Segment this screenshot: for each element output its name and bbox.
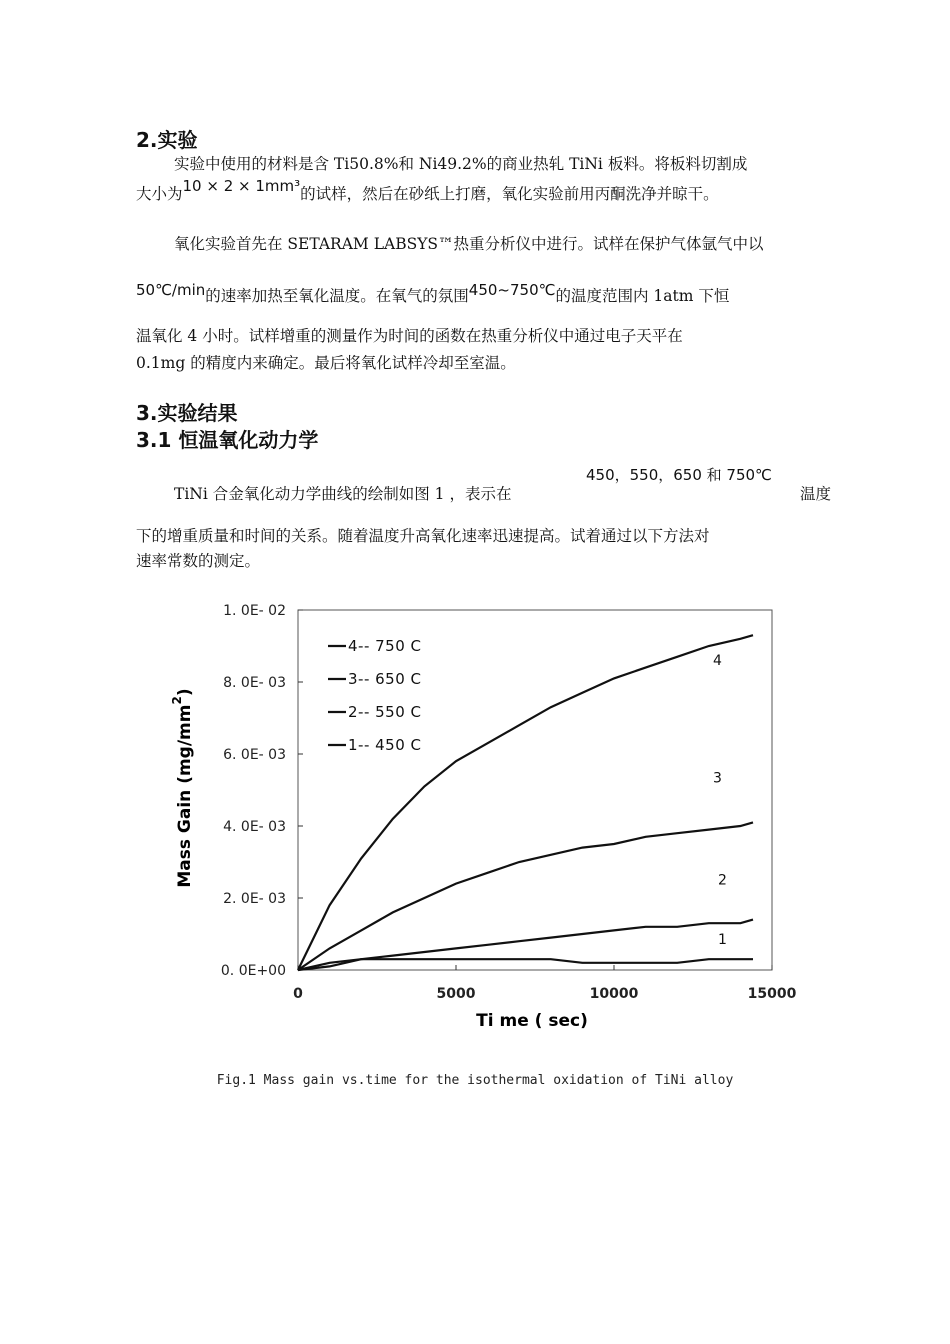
s2-para2-line2-a: 的速率加热至氧化温度。在氧气的氛围 xyxy=(205,287,469,305)
y-axis-title: Mass Gain (mg/mm xyxy=(175,704,195,888)
plot-frame xyxy=(298,610,772,970)
s2-para1-line2-b: 的试样，然后在砂纸上打磨，氧化实验前用丙酮洗净并晾干。 xyxy=(300,185,719,203)
temperature-range-formula: 450~750℃ xyxy=(468,281,556,299)
x-tick-label: 0 xyxy=(293,986,303,1002)
s2-para2-line3: 温氧化 4 小时。试样增重的测量作为时间的函数在热重分析仪中通过电子天平在 xyxy=(136,327,683,345)
x-axis-ticks xyxy=(293,965,796,1002)
curve-label: 1 xyxy=(718,932,727,949)
svg-text:Mass Gain (mg/mm2) xyxy=(170,688,195,887)
specimen-size-formula: 10 × 2 × 1mm³ xyxy=(182,177,301,195)
x-tick-label: 15000 xyxy=(747,986,797,1002)
legend-label: 3-- 650 C xyxy=(348,670,422,688)
mass-gain-chart xyxy=(160,598,810,1038)
curve-label: 2 xyxy=(718,872,727,889)
s2-para2-line1: 氧化实验首先在 SETARAM LABSYS™热重分析仪中进行。试样在保护气体氩气中以 xyxy=(174,235,764,253)
y-tick-label: 0. 0E+00 xyxy=(220,963,286,979)
s2-para1-line1: 实验中使用的材料是含 Ti50.8%和 Ni49.2%的商业热轧 TiNi 板料。将板料切割成 xyxy=(174,155,748,173)
x-tick-label: 5000 xyxy=(436,986,476,1002)
s31-para-line2: 下的增重质量和时间的关系。随着温度升高氧化速率迅速提高。试着通过以下方法对 xyxy=(136,527,710,545)
y-axis-title-close: ) xyxy=(175,688,195,697)
s31-para-line1-b: 温度 xyxy=(800,485,832,503)
legend-label: 2-- 550 C xyxy=(348,703,422,721)
x-axis-title: Ti me ( sec) xyxy=(476,1011,588,1031)
heating-rate-formula: 50℃/min xyxy=(136,281,206,299)
s2-para2-line4: 0.1mg 的精度内来确定。最后将氧化试样冷却至室温。 xyxy=(136,354,516,372)
y-axis-ticks xyxy=(221,603,303,979)
plot-area-border xyxy=(298,610,772,970)
curve-label: 3 xyxy=(713,770,722,787)
y-tick-label: 4. 0E- 03 xyxy=(223,819,286,835)
s2-para1-line2-a: 大小为 xyxy=(136,185,183,203)
figure-caption: Fig.1 Mass gain vs.time for the isothermal oxidation of TiNi alloy xyxy=(216,1073,734,1088)
chart-legend xyxy=(328,637,422,754)
series-line xyxy=(298,822,753,970)
x-tick-label: 10000 xyxy=(589,986,639,1002)
temperatures-formula: 450，550，650 和 750℃ xyxy=(586,466,772,484)
s31-para-line1-a: TiNi 合金氧化动力学曲线的绘制如图 1 ，表示在 xyxy=(174,485,512,503)
section-3-title: 3.实验结果 xyxy=(136,401,238,425)
y-axis-title-sup: 2 xyxy=(170,696,184,705)
y-tick-label: 8. 0E- 03 xyxy=(223,675,286,691)
legend-label: 1-- 450 C xyxy=(348,736,422,754)
legend-label: 4-- 750 C xyxy=(348,637,422,655)
s31-para-line3: 速率常数的测定。 xyxy=(136,552,261,570)
curve-label: 4 xyxy=(713,653,722,670)
s2-para2-line2 xyxy=(136,281,730,306)
curve-labels xyxy=(713,653,727,948)
y-axis-title-group xyxy=(170,688,195,887)
section-3-1-title: 3.1 恒温氧化动力学 xyxy=(136,428,319,452)
y-tick-label: 2. 0E- 03 xyxy=(223,891,286,907)
y-tick-label: 6. 0E- 03 xyxy=(223,747,286,763)
section-2-title: 2.实验 xyxy=(136,128,198,152)
s2-para1-line2 xyxy=(136,177,719,204)
y-tick-label: 1. 0E- 02 xyxy=(223,603,286,619)
series-line xyxy=(298,959,753,970)
s2-para2-line2-b: 的温度范围内 1atm 下恒 xyxy=(555,287,730,305)
